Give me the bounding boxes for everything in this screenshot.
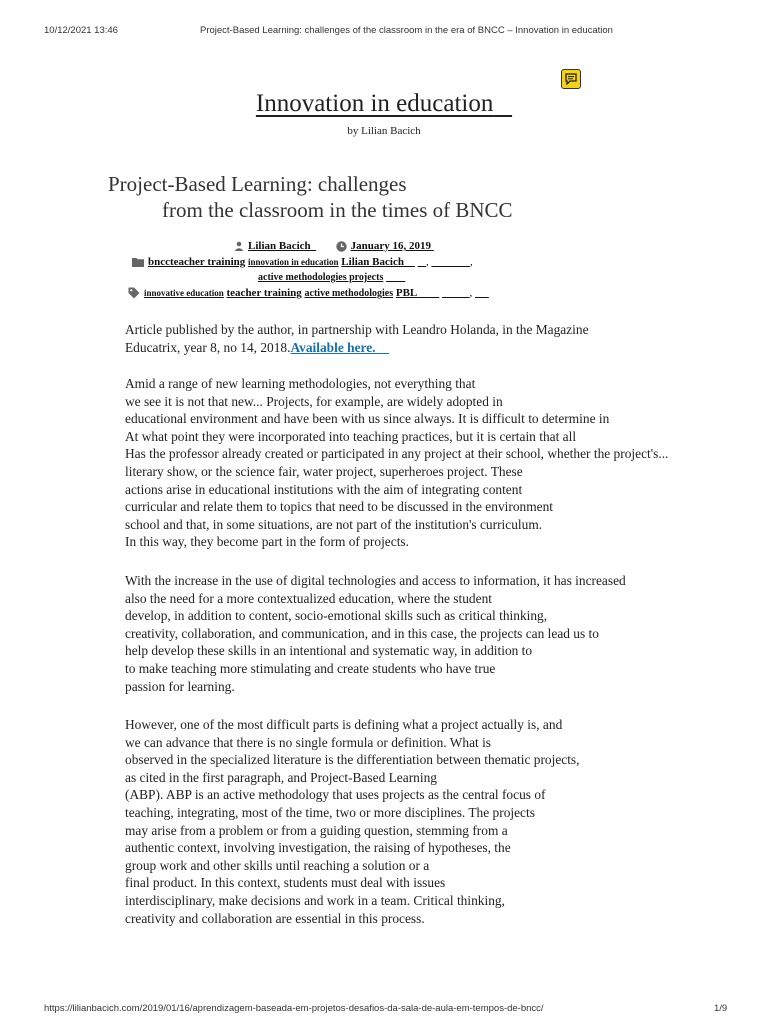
paragraph-line: final product. In this context, students must deal with issues (125, 875, 446, 891)
paragraph-line: (ABP). ABP is an active methodology that uses projects as the central focus of (125, 787, 546, 803)
intro-line-2-text: Educatrix, year 8, no 14, 2018. (125, 339, 291, 355)
paragraph-line: we see it is not that new... Projects, for example, are widely adopted in (125, 393, 503, 409)
print-page-number: 1/9 (714, 1003, 728, 1014)
paragraph-line: actions arise in educational institutions with the aim of integrating content (125, 481, 523, 497)
paragraph-line: Amid a range of new learning methodologies, not everything that (125, 376, 476, 391)
category-underline-1 (404, 256, 415, 268)
author-underline (311, 240, 317, 252)
paragraph-line: educational environment and have been with us since always. It is difficult to determine in (125, 411, 610, 427)
tag-underline-3 (475, 287, 489, 299)
date-link[interactable]: January 16, 2019 (350, 240, 432, 252)
date-underline (431, 240, 434, 252)
tag-icon (128, 287, 140, 299)
category-underline-4 (386, 271, 405, 283)
paragraph-line: we can advance that there is no single formula or definition. What is (125, 734, 492, 750)
site-title[interactable] (0, 88, 768, 120)
paragraph-line: develop, in addition to content, socio-emotional skills such as critical thinking, (125, 608, 548, 624)
paragraph-line: However, one of the most difficult parts is defining what a project actually is, and (125, 717, 563, 732)
intro-paragraph (125, 321, 765, 356)
category-link-4[interactable]: active methodologies projects (258, 272, 384, 283)
print-url: https://lilianbacich.com/2019/01/16/aprendizagem-baseada-em-projetos-desafios-da-sala-de-aula-em-tempos-de-bncc/ (44, 1003, 544, 1014)
paragraph-line: help develop these skills in an intentional and systematic way, in addition to (125, 643, 533, 659)
paragraph-line: group work and other skills until reaching a solution or a (125, 857, 430, 873)
clock-icon (336, 241, 347, 252)
tag-link-1[interactable]: innovative education (144, 288, 224, 298)
body-paragraph-3 (125, 716, 765, 927)
paragraph-line: creativity, collaboration, and communication, and in this case, the projects can lead us to (125, 625, 599, 641)
body-paragraph-2 (125, 572, 765, 695)
body-paragraph-1 (125, 375, 765, 551)
print-datetime: 10/12/2021 13:46 (44, 25, 118, 36)
intro-line-1: Article published by the author, in partnership with Leandro Holanda, in the Magazine (125, 322, 589, 337)
paragraph-line: creativity and collaboration are essential in this process. (125, 910, 425, 926)
print-page-title: Project-Based Learning: challenges of the classroom in the era of BNCC – Innovation in education (200, 25, 613, 36)
paragraph-line: curricular and relate them to topics that need to be discussed in the environment (125, 499, 553, 515)
paragraph-line: With the increase in the use of digital technologies and access to information, it has increased (125, 573, 626, 588)
comment-button[interactable] (561, 69, 581, 89)
paragraph-line: Has the professor already created or participated in any project at their school, whether the project's... (125, 446, 669, 462)
post-title-line-2: from the classroom in the times of BNCC (162, 198, 513, 222)
paragraph-line: literary show, or the science fair, water project, superheroes project. These (125, 463, 523, 479)
paragraph-line: teaching, integrating, most of the time, two or more disciplines. The projects (125, 804, 535, 820)
paragraph-line: as cited in the first paragraph, and Project-Based Learning (125, 769, 437, 785)
paragraph-line: authentic context, involving investigation, the raising of hypotheses, the (125, 840, 511, 856)
post-meta-author-date (234, 240, 434, 252)
post-categories-line-2 (258, 271, 405, 283)
paragraph-line: interdisciplinary, make decisions and work in a team. Critical thinking, (125, 892, 505, 908)
paragraph-line: may arise from a problem or from a guiding question, stemming from a (125, 822, 508, 838)
paragraph-line: observed in the specialized literature is the differentiation between thematic projects, (125, 752, 580, 768)
title-underline-gap (493, 90, 512, 117)
category-link-2[interactable]: innovation in education (248, 257, 339, 267)
post-tags: innovative education teacher training active methodologies PBL , (128, 287, 489, 299)
paragraph-line: In this way, they become part in the form of projects. (125, 534, 409, 550)
available-here-link[interactable]: Available here. (290, 339, 376, 355)
post-categories: bnccteacher training innovation in education Lilian Bacich , , (132, 256, 473, 268)
print-footer (0, 1003, 768, 1017)
person-icon (234, 241, 244, 251)
tag-link-4[interactable]: PBL (395, 287, 418, 299)
category-link-1[interactable]: bnccteacher training (148, 256, 246, 268)
tag-link-2[interactable]: teacher training (226, 287, 302, 299)
paragraph-line: At what point they were incorporated into teaching practices, but it is certain that all (125, 428, 577, 444)
paragraph-line: to make teaching more stimulating and create students who have true (125, 660, 496, 676)
paragraph-line: school and that, in some situations, are not part of the institution's curriculum. (125, 516, 543, 532)
link-underline-tail (376, 340, 389, 355)
tag-underline-1 (417, 287, 439, 299)
site-title-link[interactable]: Innovation in education (255, 90, 494, 117)
category-underline-3 (431, 256, 470, 268)
tag-link-3[interactable]: active methodologies (304, 288, 394, 299)
paragraph-line: also the need for a more contextualized education, where the student (125, 590, 492, 606)
intro-line-2 (125, 339, 765, 357)
folder-icon (132, 257, 144, 267)
print-header (0, 25, 768, 39)
category-link-3[interactable]: Lilian Bacich (341, 256, 404, 268)
comment-icon (565, 73, 577, 85)
tag-underline-2 (442, 287, 470, 299)
post-title-line-1: Project-Based Learning: challenges (108, 172, 407, 196)
category-underline-2 (418, 256, 426, 268)
author-link[interactable]: Lilian Bacich (248, 240, 311, 252)
paragraph-line: passion for learning. (125, 678, 235, 694)
site-byline: by Lilian Bacich (347, 125, 421, 137)
